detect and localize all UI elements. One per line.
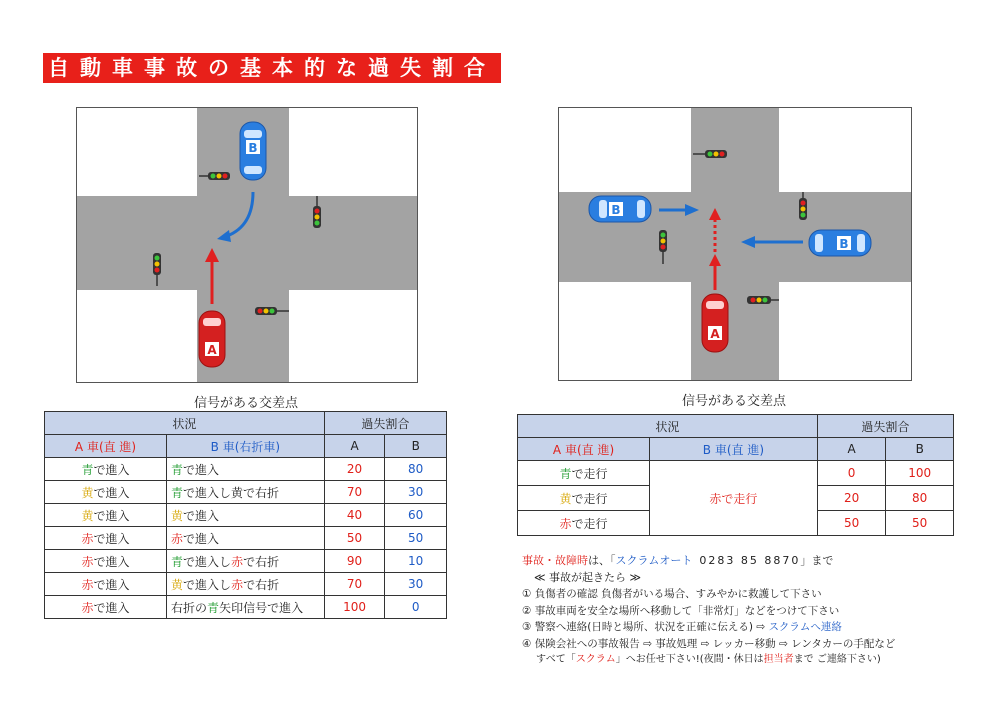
signal-color-b2: 赤	[231, 577, 244, 592]
cell-b-condition	[167, 458, 325, 481]
table-row	[45, 573, 447, 596]
car-b-right	[809, 230, 871, 256]
cell-b-text: で進入し	[183, 577, 232, 592]
cell-a-text: で進入	[93, 577, 130, 592]
cell-a-condition	[45, 550, 167, 573]
info-step	[522, 619, 992, 636]
signal-color-a: 黄	[81, 508, 94, 523]
ratio-a-value: 20	[817, 486, 886, 511]
signal-color-b: 青	[171, 462, 184, 477]
signal-color-b: 赤	[709, 491, 722, 506]
cell-b-condition	[167, 481, 325, 504]
right-diagram-caption: 信号がある交差点	[681, 394, 786, 409]
col-b-header	[167, 435, 325, 458]
signal-color-b: 青	[171, 485, 184, 500]
cell-a-text: で走行	[571, 491, 608, 506]
ratio-a-value: 70	[324, 481, 385, 504]
cell-b-condition	[167, 573, 325, 596]
ratio-b-value: 80	[886, 486, 954, 511]
col-b-header	[650, 438, 818, 461]
final-staff: 担当者	[763, 654, 794, 665]
header-ratio: 過失割合	[817, 415, 953, 438]
col-b-prefix: B	[702, 442, 712, 457]
info-step	[522, 586, 992, 603]
cell-a-condition	[45, 596, 167, 619]
cell-a-condition	[45, 527, 167, 550]
ratio-a-value: 50	[324, 527, 385, 550]
info-header: ≪ 事故が起きたら ≫	[534, 570, 642, 584]
final-brand: スクラム	[575, 654, 616, 665]
signal-color-a: 赤	[81, 531, 94, 546]
page-title: 自動車事故の基本的な過失割合	[43, 53, 501, 83]
table-row	[45, 596, 447, 619]
cell-a-text: で進入	[93, 462, 130, 477]
ratio-a-value: 50	[817, 511, 886, 536]
col-a-prefix: A	[74, 439, 84, 454]
step-text: 事故車両を安全な場所へ移動して「非常灯」などをつけて下さい	[534, 604, 840, 617]
ratio-a-value: 20	[324, 458, 385, 481]
ratio-a-value: 0	[817, 461, 886, 486]
left-intersection-svg	[77, 108, 417, 382]
table-row	[45, 527, 447, 550]
corner-top-right	[779, 108, 911, 192]
ratio-b-value: 60	[385, 504, 447, 527]
cell-b-text: で進入	[183, 531, 220, 546]
ratio-a-value: 90	[324, 550, 385, 573]
cell-a-condition	[518, 486, 650, 511]
right-fault-table	[517, 414, 954, 536]
signal-color-a: 赤	[81, 554, 94, 569]
final-line	[522, 652, 992, 669]
cell-a-text: で進入	[93, 600, 130, 615]
cell-a-condition	[45, 573, 167, 596]
signal-color-b: 青	[171, 554, 184, 569]
cell-a-condition	[45, 504, 167, 527]
car-a	[702, 294, 728, 352]
ratio-b-value: 100	[886, 461, 954, 486]
step-text: 警察へ連絡(日時と場所、状況を正確に伝える) ⇨	[534, 621, 769, 633]
ratio-b-header: B	[886, 438, 954, 461]
step-number: ①	[522, 588, 532, 600]
ratio-b-value: 50	[385, 527, 447, 550]
cell-a-text: で走行	[571, 466, 608, 481]
cell-b-condition	[167, 504, 325, 527]
col-a-header	[45, 435, 167, 458]
table-row	[45, 550, 447, 573]
header-situation: 状況	[518, 415, 818, 438]
col-a-label: 車(直 進)	[86, 439, 137, 454]
step-link: スクラムへ連絡	[768, 621, 842, 633]
table-row	[45, 481, 447, 504]
signal-color-b: 青	[207, 600, 220, 615]
corner-top-left	[559, 108, 691, 192]
header-situation: 状況	[45, 412, 325, 435]
cell-b-text: 矢印信号で進入	[219, 600, 304, 615]
col-b-label: 車(右折車)	[222, 439, 281, 454]
ratio-a-value: 40	[324, 504, 385, 527]
col-b-prefix: B	[210, 439, 219, 454]
info-step	[522, 603, 992, 620]
corner-bottom-left	[559, 282, 691, 380]
cell-a-condition	[518, 461, 650, 486]
accident-info	[522, 553, 992, 669]
col-a-prefix: A	[552, 442, 562, 457]
col-b-label: 車(直 進)	[714, 442, 765, 457]
contact-mid: は、「	[588, 554, 616, 567]
cell-b-text: で進入	[183, 508, 220, 523]
cell-b-text: で進入し	[183, 554, 232, 569]
contact-tail: 」まで	[800, 554, 834, 567]
ratio-b-value: 50	[886, 511, 954, 536]
car-b-right-label: B	[839, 237, 849, 251]
corner-top-right	[289, 108, 417, 196]
contact-lead: 事故・故障時	[522, 554, 588, 567]
car-b	[240, 122, 266, 180]
ratio-a-header: A	[817, 438, 886, 461]
cell-b-text: で進入	[183, 462, 220, 477]
car-a-label: A	[710, 327, 720, 341]
step-number: ②	[522, 604, 532, 617]
horizontal-road	[77, 196, 417, 290]
right-intersection-diagram	[558, 107, 912, 381]
step-number: ④	[522, 637, 532, 650]
table-row	[45, 504, 447, 527]
cell-a-text: で進入	[93, 485, 130, 500]
step-text: 保険会社への事故報告 ⇨ 事故処理 ⇨ レッカー移動 ⇨ レンタカーの手配など	[534, 637, 896, 650]
ratio-b-value: 0	[385, 596, 447, 619]
signal-color-b: 黄	[171, 577, 184, 592]
corner-top-left	[77, 108, 197, 196]
corner-bottom-right	[779, 282, 911, 380]
car-a-label: A	[207, 343, 217, 357]
ratio-a-value: 70	[324, 573, 385, 596]
final-tail: まで ご連絡下さい)	[793, 654, 881, 665]
signal-color-a: 赤	[559, 516, 572, 531]
step-text: 負傷者の確認 負傷者がいる場合、すみやかに救護して下さい	[534, 588, 822, 600]
car-b-left-label: B	[611, 203, 621, 217]
cell-b-condition	[167, 550, 325, 573]
table-row	[518, 461, 954, 486]
car-a	[199, 311, 225, 367]
ratio-b-value: 80	[385, 458, 447, 481]
cell-b-text2: で右折	[243, 554, 280, 569]
info-step	[522, 636, 992, 653]
cell-a-text: で進入	[93, 554, 130, 569]
signal-color-a: 青	[81, 462, 94, 477]
cell-b-text2: で右折	[243, 577, 280, 592]
cell-a-text: で進入	[93, 508, 130, 523]
ratio-a-value: 100	[324, 596, 385, 619]
ratio-b-value: 10	[385, 550, 447, 573]
col-a-label: 車(直 進)	[564, 442, 615, 457]
signal-color-a: 黄	[81, 485, 94, 500]
cell-b-text: で走行	[721, 491, 758, 506]
table-row	[45, 458, 447, 481]
col-a-header	[518, 438, 650, 461]
left-diagram-caption: 信号がある交差点	[193, 396, 298, 411]
cell-a-text: で走行	[571, 516, 608, 531]
step-number: ③	[522, 621, 532, 633]
car-b-left	[589, 196, 651, 222]
left-fault-table	[44, 411, 447, 619]
cell-a-condition	[45, 481, 167, 504]
signal-color-a: 黄	[559, 491, 572, 506]
cell-b-condition	[167, 527, 325, 550]
ratio-b-value: 30	[385, 481, 447, 504]
contact-company: スクラムオート	[615, 554, 693, 567]
ratio-b-header: B	[385, 435, 447, 458]
cell-b-condition	[167, 596, 325, 619]
left-intersection-diagram	[76, 107, 418, 383]
cell-a-condition	[518, 511, 650, 536]
corner-bottom-right	[289, 290, 417, 382]
cell-a-condition	[45, 458, 167, 481]
ratio-a-header: A	[324, 435, 385, 458]
header-ratio: 過失割合	[324, 412, 446, 435]
signal-color-a: 赤	[81, 600, 94, 615]
cell-b-pre: 右折の	[171, 600, 208, 615]
info-steps	[522, 586, 992, 652]
final-pre: すべて「	[536, 654, 576, 665]
final-mid: 」へお任せ下さい!(夜間・休日は	[615, 654, 764, 665]
ratio-b-value: 30	[385, 573, 447, 596]
cell-b-condition	[650, 461, 818, 536]
corner-bottom-left	[77, 290, 197, 382]
contact-line	[522, 553, 992, 570]
contact-phone: 0283 85 8870	[699, 554, 801, 567]
cell-b-text: で進入し黄で右折	[183, 485, 280, 500]
signal-color-b: 赤	[171, 531, 184, 546]
right-intersection-svg	[559, 108, 911, 380]
signal-color-b: 黄	[171, 508, 184, 523]
signal-color-a: 赤	[81, 577, 94, 592]
signal-color-a: 青	[559, 466, 572, 481]
car-b-label: B	[248, 141, 258, 155]
cell-a-text: で進入	[93, 531, 130, 546]
signal-color-b2: 赤	[231, 554, 244, 569]
